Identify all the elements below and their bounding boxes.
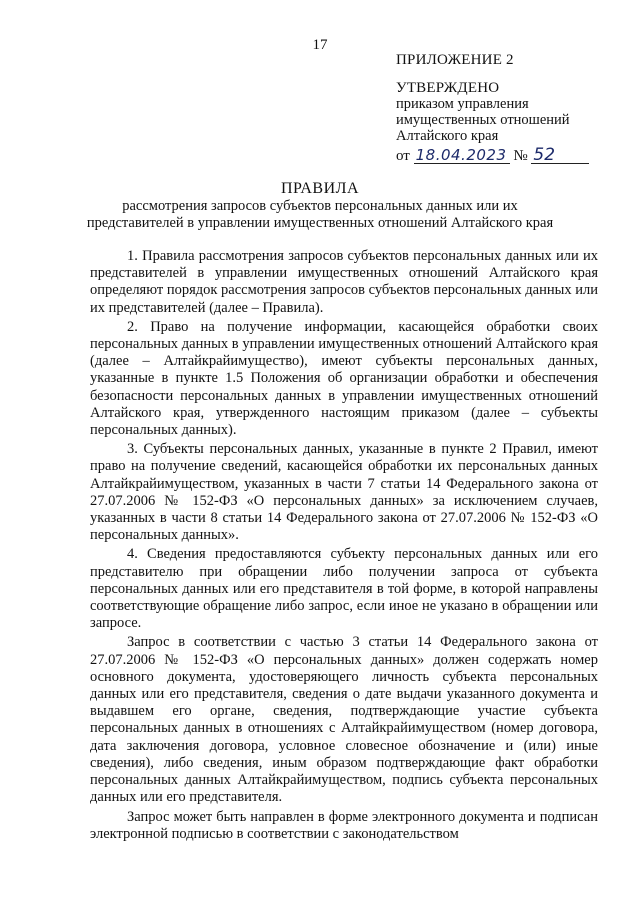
approval-line: Алтайского края [396, 128, 499, 144]
approved-label: УТВЕРЖДЕНО [396, 80, 500, 96]
approval-line: имущественных отношений [396, 112, 570, 128]
paragraph: Запрос в соответствии с частью 3 статьи 14 Федерального закона от 27.07.2006 № 152-ФЗ «О персональных данных» должен содержать номер основного документа, удостоверяющего личность субъекта персональных данных или его представителя, сведения о дате выдачи указанного документа и выдавшем его органе, сведения, подтверждающие участие субъекта персональных данных в отношениях с Алтайкрайимуществом (номер договора, дата заключения договора, условное словесное обозначение и (или) иные сведения), либо сведения, иным образом подтверждающие факт обработки персональных данных Алтайкрайимуществом, подпись субъекта персональных данных или его представителя. [90, 634, 598, 806]
number-prefix: № [513, 148, 528, 164]
appendix-label: ПРИЛОЖЕНИЕ 2 [396, 52, 514, 68]
paragraph: 3. Субъекты персональных данных, указанные в пункте 2 Правил, имеют право на получение сведений, касающейся обработки их персональных данных Алтайкрайимуществом, указанных в части 7 статьи 14 Федерального закона от 27.07.2006 № 152-ФЗ «О персональных данных» за исключением случаев, указанных в части 8 статьи 14 Федерального закона от 27.07.2006 № 152-ФЗ «О персональных данных». [90, 441, 598, 544]
paragraph: 1. Правила рассмотрения запросов субъектов персональных данных или их представителей в управлении имущественных отношений Алтайского края определяют порядок рассмотрения запросов субъектов персональных данных или их представителей (далее – Правила). [90, 248, 598, 316]
order-date-number [396, 145, 626, 165]
document-subtitle: рассмотрения запросов субъектов персональных данных или их представителей в управлении имущественных отношений Алтайского края [86, 198, 554, 231]
handwritten-date: 18.04.2023 [414, 148, 510, 164]
document-title: ПРАВИЛА [280, 180, 360, 197]
paragraph: 2. Право на получение информации, касающейся обработки своих персональных данных в управлении имущественных отношений Алтайского края (далее – Алтайкрайимущество), имеют субъекты персональных данных, указанные в пункте 1.5 Положения об организации обработки и обеспечения безопасности персональных данных в управлении имущественных отношений Алтайского края, утвержденного настоящим приказом (далее – субъекты персональных данных). [90, 318, 598, 439]
approval-line: приказом управления [396, 96, 529, 112]
approval-block [396, 52, 626, 164]
page-number: 17 [312, 37, 328, 53]
paragraph: Запрос может быть направлен в форме электронного документа и подписан электронной подписью в соответствии с законодательством [90, 808, 598, 842]
date-prefix: от [396, 148, 410, 164]
document-body [90, 248, 598, 845]
handwritten-number: 52 [531, 148, 589, 164]
paragraph: 4. Сведения предоставляются субъекту персональных данных или его представителю при обращении либо получении запроса от субъекта персональных данных или его представителя в той форме, в которой направлены соответствующие обращение либо запрос, если иное не указано в обращении или запросе. [90, 546, 598, 632]
